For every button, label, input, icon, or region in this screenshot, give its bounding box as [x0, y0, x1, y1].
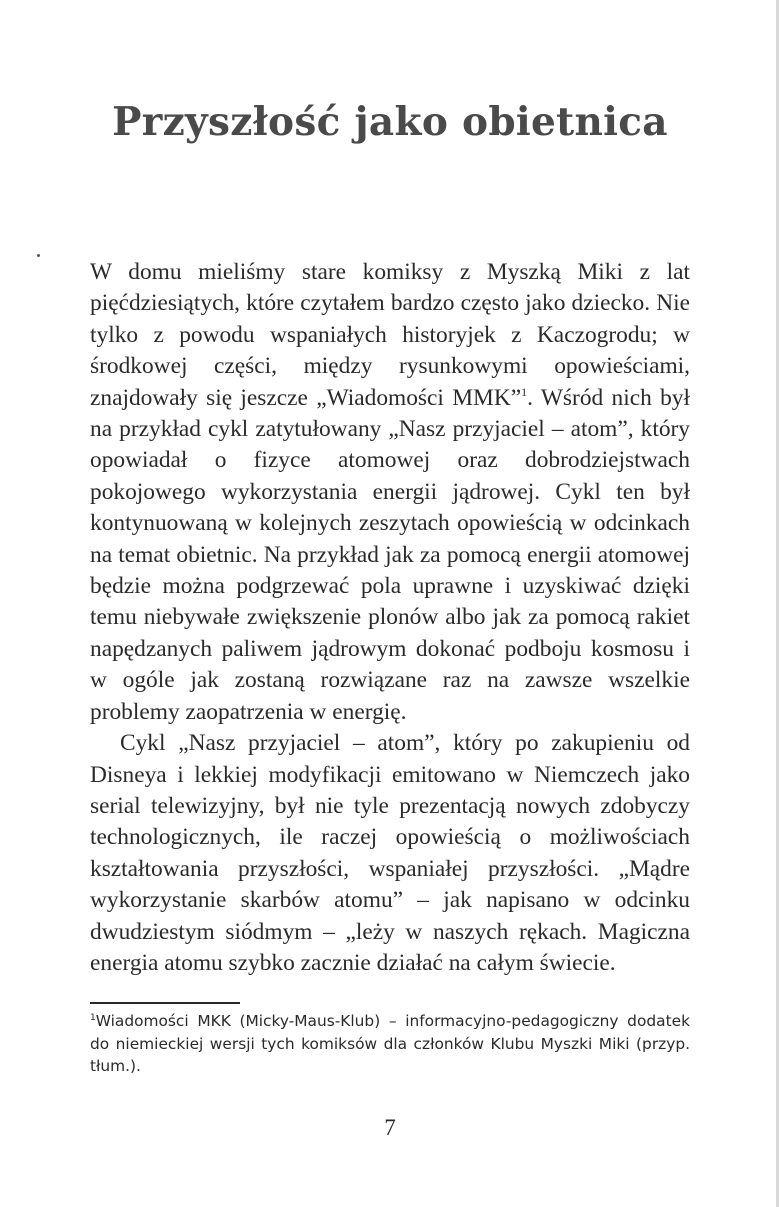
scan-speck: [37, 254, 40, 257]
chapter-title: Przyszłość jako obietnica: [112, 99, 668, 145]
page-number: 7: [384, 1115, 396, 1140]
paragraph-1-text-end: . Wśród nich był na przykład cykl zatytułowany „Nasz przyjaciel – atom”, który opowiadał o fizyce atomowej oraz dobrodziejstwach pokojowego wykorzystania energii jądrowej. Cykl ten był kontynuowaną w kolejnych zeszytach opowieścią w odcinkach na temat obietnic. Na przykład jak za pomocą energii atomowej będzie można podgrzewać pola uprawne i uzyskiwać dzięki temu niebywałe zwiększenie plonów albo jak za pomocą rakiet napędzanych paliwem jądrowym dokonać podboju kosmosu i w ogóle jak zostaną rozwiązane raz na zawsze wszelkie problemy zaopatrzenia w energię.: [90, 384, 690, 725]
body-text: [90, 257, 690, 979]
footnote-divider: [90, 1002, 240, 1004]
paragraph-2: Cykl „Nasz przyjaciel – atom”, który po zakupieniu od Disneya i lekkiej modyfikacji emitowano w Niemczech jako serial telewizyjny, był nie tyle prezentacją nowych zdobyczy technologicznych, ile raczej opowieścią o możliwościach kształtowania przyszłości, wspaniałej przyszłości. „Mądre wykorzystanie skarbów atomu” – jak napisano w odcinku dwudziestym siódmym – „leży w naszych rękach. Magiczna energia atomu szybko zacznie działać na całym świecie.: [90, 730, 690, 976]
footnote: [90, 1010, 690, 1078]
paragraph-1-text-start: W domu mieliśmy stare komiksy z Myszką Miki z lat pięćdziesiątych, które czytałem bardzo często jako dziecko. Nie tylko z powodu wspaniałych historyjek z Kaczogrodu; w środkowej części, między rysunkowymi opowieściami, znajdowały się jeszcze „Wiadomości MMK”: [90, 259, 690, 411]
paragraph-1: [90, 257, 690, 728]
footnote-text: Wiadomości MKK (Micky-Maus-Klub) – informacyjno-pedagogiczny dodatek do niemieckiej wersji tych komiksów dla członków Klubu Myszki Miki (przyp. tłum.).: [90, 1012, 690, 1075]
footnote-mark: 1: [90, 1012, 96, 1023]
footnote-reference: 1: [521, 384, 528, 399]
